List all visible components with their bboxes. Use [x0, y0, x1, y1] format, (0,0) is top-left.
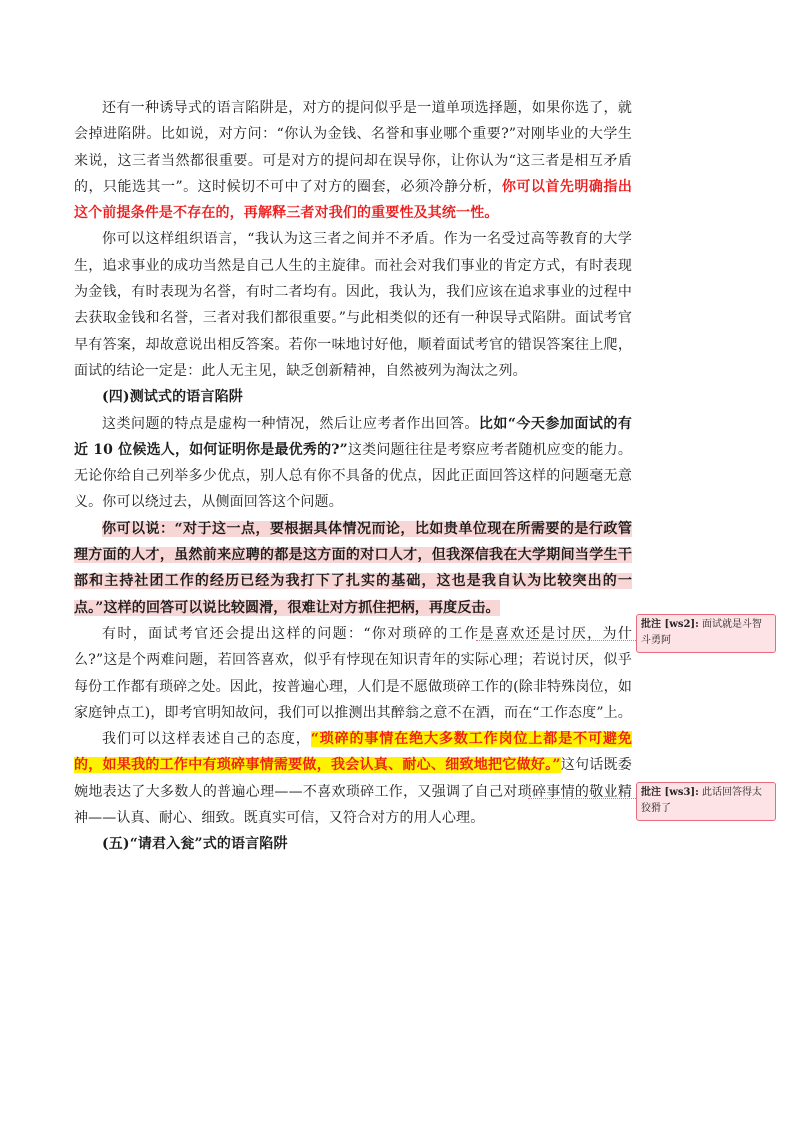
paragraph-text: 这类问题的特点是虚构一种情况，然后让应考者作出回答。 [102, 415, 479, 432]
paragraph-attitude [74, 726, 632, 831]
comment-author-label: 批注 [ws3]: [641, 787, 699, 798]
paragraph-text: 这类问题往往是考察应考者随机应变的能力。无论你给自己列举多少优点，别人总有你不具备的优点，因此正面回答这样的问题毫无意义。你可以绕过去，从侧面回答这个问题。 [74, 441, 633, 511]
paragraph-text: 这句话既委婉地表达了大多数人的普遍心理——不喜欢琐碎工作，又强调了自己对琐碎事情的敬业精神——认真、耐心、细致。既真实可信，又符合对方的用人心理。 [74, 757, 632, 827]
comment-balloon-ws3[interactable] [636, 782, 776, 821]
paragraph-trivial-work: 有时，面试考官还会提出这样的问题：“你对琐碎的工作是喜欢还是讨厌，为什么?”这是个两难问题，若回答喜欢，似乎有悖现在知识青年的实际心理；若说讨厌，似乎每份工作都有琐碎之处。因此，按普遍心理，人们是不愿做琐碎工作的(除非特殊岗位，如家庭钟点工)，即考官明知故问，我们可以推测出其醉翁之意不在酒，而在“工作态度”上。 [74, 625, 632, 721]
commented-pink-highlight[interactable]: 你可以说：“对于这一点，要根据具体情况而论，比如贵单位现在所需要的是行政管理方面的人才，虽然前来应聘的都是这方面的对口人才，但我深信我在大学期间当学生干部和主持社团工作的经历已经为我打下了扎实的基础，这也是我自认为比较突出的一点。”这样的回答可以说比较圆滑，很难让对方抓住把柄，再度反击。 [74, 520, 632, 616]
paragraph-organize-language: 你可以这样组织语言，“我认为这三者之间并不矛盾。作为一名受过高等教育的大学生，追求事业的成功当然是自己人生的主旋律。而社会对我们事业的肯定方式，有时表现为金钱，有时表现为名誉，有时二者均有。因此，我认为，我们应该在追求事业的过程中去获取金钱和名誉，三者对我们都很重要。”与此相类似的还有一种误导式陷阱。面试考官早有答案，却故意说出相反答案。若你一味地讨好他，顺着面试考官的错误答案往上爬，面试的结论一定是：此人无主见，缺乏创新精神，自然被列为淘汰之列。 [74, 231, 632, 379]
paragraph-test-trap [74, 411, 632, 516]
comment-author-label: 批注 [ws2]: [641, 619, 699, 630]
comment-leader-line [528, 798, 636, 799]
commented-yellow-highlight[interactable]: “琐碎的事情在绝大多数工作岗位上都是不可避免的，如果我的工作中有琐碎事情需要做，我会认真、耐心、细致地把它做好。” [74, 731, 632, 774]
section-heading-4: (四)测试式的语言陷阱 [102, 389, 243, 406]
comment-leader-line [476, 640, 636, 641]
paragraph-sample-answer [74, 516, 632, 621]
comment-text: 面试就是斗智斗勇阿 [641, 619, 763, 646]
document-body [74, 95, 632, 858]
paragraph-induced-trap [74, 95, 632, 226]
paragraph-text: 我们可以这样表述自己的态度， [102, 731, 311, 748]
section-heading-5: (五)“请君入瓮”式的语言陷阱 [102, 836, 288, 853]
red-emphasis: 你可以首先明确指出这个前提条件是不存在的，再解释三者对我们的重要性及其统一性。 [74, 178, 632, 222]
comment-text: 此话回答得太狡猾了 [641, 787, 763, 814]
comment-balloon-ws2[interactable] [636, 614, 776, 653]
paragraph-text: 还有一种诱导式的语言陷阱是，对方的提问似乎是一道单项选择题，如果你选了，就会掉进陷阱。比如说，对方问：“你认为金钱、名誉和事业哪个重要?”对刚毕业的大学生来说，这三者当然都很重要。可是对方的提问却在误导你，让你认为“这三者是相互矛盾的，只能选其一”。这时候切不可中了对方的圈套，必须冷静分析， [74, 100, 632, 195]
bold-example: 比如“今天参加面试的有近 10 位候选人，如何证明你是最优秀的?” [74, 415, 633, 458]
